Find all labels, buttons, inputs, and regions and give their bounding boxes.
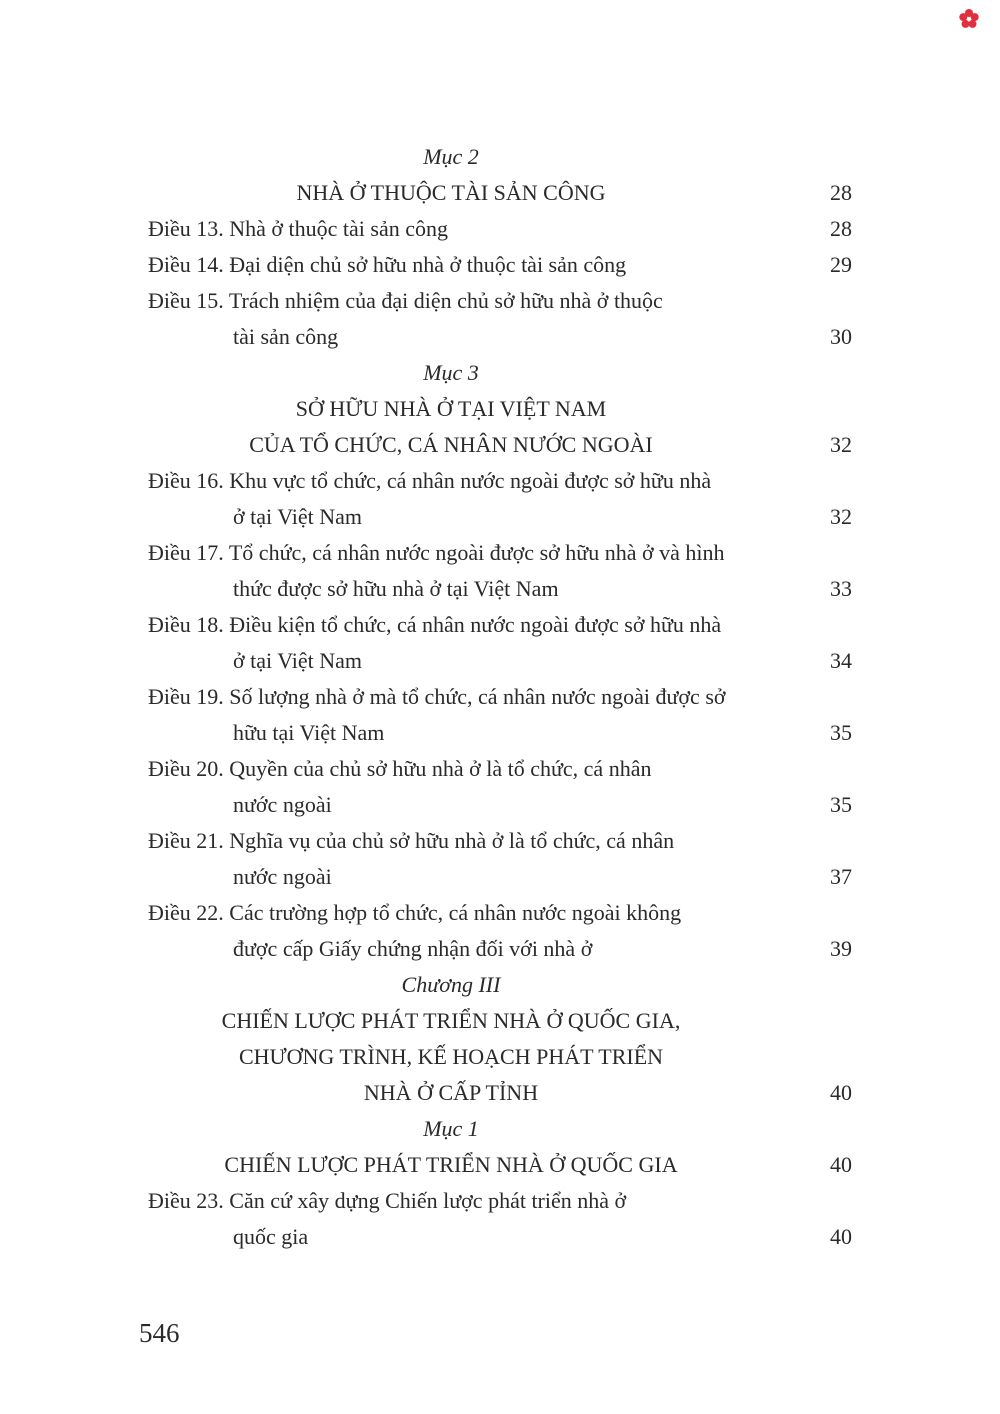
section-label: Chương III (401, 972, 501, 997)
toc-entry-article (148, 607, 852, 679)
toc-entry-heading (148, 1003, 852, 1111)
toc-line (148, 283, 852, 319)
toc-line (148, 175, 852, 211)
toc-line (148, 355, 852, 391)
toc-entry-article (148, 247, 852, 283)
toc-line (148, 247, 852, 283)
article-title: Điều 22. Các trường hợp tổ chức, cá nhân nước ngoài không (148, 900, 682, 925)
toc-line (148, 823, 852, 859)
toc-page-number: 35 (830, 792, 852, 817)
section-label: Mục 1 (423, 1116, 479, 1141)
article-title: ở tại Việt Nam (233, 504, 363, 529)
article-title: được cấp Giấy chứng nhận đối với nhà ở (233, 936, 593, 961)
toc-entry-article (148, 535, 852, 607)
toc-entry-heading (148, 175, 852, 211)
toc-line (148, 463, 852, 499)
toc-line (148, 1219, 852, 1255)
toc-line (148, 1003, 852, 1039)
heading-title: CHƯƠNG TRÌNH, KẾ HOẠCH PHÁT TRIỂN (238, 1044, 664, 1069)
toc-line (148, 679, 852, 715)
article-title: Điều 16. Khu vực tổ chức, cá nhân nước ngoài được sở hữu nhà (148, 468, 712, 493)
article-title: hữu tại Việt Nam (233, 720, 385, 745)
article-title: Điều 19. Số lượng nhà ở mà tổ chức, cá nhân nước ngoài được sở (148, 684, 726, 709)
toc-line (148, 859, 852, 895)
toc-line (148, 139, 852, 175)
toc-line (148, 1111, 852, 1147)
section-label: Mục 2 (423, 144, 479, 169)
toc-entry-heading (148, 1147, 852, 1183)
toc-entry-article (148, 463, 852, 535)
toc-entry-section (148, 967, 852, 1003)
toc-page-number: 28 (830, 216, 852, 241)
toc-line (148, 427, 852, 463)
article-title: Điều 17. Tổ chức, cá nhân nước ngoài được sở hữu nhà ở và hình (148, 540, 725, 565)
article-title: Điều 13. Nhà ở thuộc tài sản công (148, 216, 449, 241)
toc-page-number: 33 (830, 576, 852, 601)
flower-logo-icon (958, 8, 980, 30)
article-title: ở tại Việt Nam (233, 648, 363, 673)
toc-line (148, 211, 852, 247)
article-title: Điều 18. Điều kiện tổ chức, cá nhân nước ngoài được sở hữu nhà (148, 612, 722, 637)
toc-page-number: 40 (830, 1224, 852, 1249)
toc-page-number: 28 (830, 180, 852, 205)
toc-page-number: 34 (830, 648, 852, 673)
article-title: quốc gia (233, 1224, 309, 1249)
toc-page-number: 40 (830, 1152, 852, 1177)
toc-page-number: 32 (830, 432, 852, 457)
heading-title: CHIẾN LƯỢC PHÁT TRIỂN NHÀ Ở QUỐC GIA (224, 1152, 678, 1177)
heading-title: CHIẾN LƯỢC PHÁT TRIỂN NHÀ Ở QUỐC GIA, (221, 1008, 681, 1033)
heading-title: SỞ HỮU NHÀ Ở TẠI VIỆT NAM (295, 396, 607, 421)
toc-entry-article (148, 895, 852, 967)
toc-page-number: 39 (830, 936, 852, 961)
toc-entry-article (148, 1183, 852, 1255)
toc-line (148, 895, 852, 931)
article-title: Điều 21. Nghĩa vụ của chủ sở hữu nhà ở là tổ chức, cá nhân (148, 828, 675, 853)
page-number: 546 (139, 1318, 180, 1348)
toc-page-number: 29 (830, 252, 852, 277)
toc-entry-article (148, 679, 852, 751)
article-title: thức được sở hữu nhà ở tại Việt Nam (233, 576, 559, 601)
heading-title: NHÀ Ở THUỘC TÀI SẢN CÔNG (296, 180, 606, 205)
toc-entry-section (148, 355, 852, 391)
toc-line (148, 967, 852, 1003)
toc-line (148, 319, 852, 355)
toc-page-number: 32 (830, 504, 852, 529)
toc-line (148, 571, 852, 607)
toc-line (148, 1183, 852, 1219)
toc-entry-heading (148, 391, 852, 463)
heading-title: NHÀ Ở CẤP TỈNH (363, 1080, 539, 1105)
toc-line (148, 1075, 852, 1111)
toc-line (148, 1039, 852, 1075)
toc-page-number: 30 (830, 324, 852, 349)
toc-line (148, 535, 852, 571)
toc-entry-article (148, 211, 852, 247)
article-title: nước ngoài (233, 792, 332, 817)
article-title: Điều 14. Đại diện chủ sở hữu nhà ở thuộc tài sản công (148, 252, 627, 277)
section-label: Mục 3 (423, 360, 479, 385)
toc-line (148, 391, 852, 427)
toc-line (148, 607, 852, 643)
toc-page-number: 40 (830, 1080, 852, 1105)
heading-title: CỦA TỔ CHỨC, CÁ NHÂN NƯỚC NGOÀI (249, 432, 653, 457)
toc-line (148, 499, 852, 535)
toc-line (148, 787, 852, 823)
toc-entry-section (148, 1111, 852, 1147)
article-title: nước ngoài (233, 864, 332, 889)
toc-entry-article (148, 823, 852, 895)
toc-line (148, 715, 852, 751)
toc-line (148, 1147, 852, 1183)
article-title: tài sản công (233, 324, 339, 349)
toc-page-number: 35 (830, 720, 852, 745)
toc-entry-section (148, 139, 852, 175)
table-of-contents (148, 139, 852, 1255)
article-title: Điều 23. Căn cứ xây dựng Chiến lược phát triển nhà ở (148, 1188, 627, 1213)
toc-entry-article (148, 751, 852, 823)
toc-line (148, 751, 852, 787)
article-title: Điều 20. Quyền của chủ sở hữu nhà ở là tổ chức, cá nhân (148, 756, 652, 781)
toc-line (148, 643, 852, 679)
toc-page-number: 37 (830, 864, 852, 889)
toc-entry-article (148, 283, 852, 355)
toc-line (148, 931, 852, 967)
article-title: Điều 15. Trách nhiệm của đại diện chủ sở hữu nhà ở thuộc (148, 288, 663, 313)
